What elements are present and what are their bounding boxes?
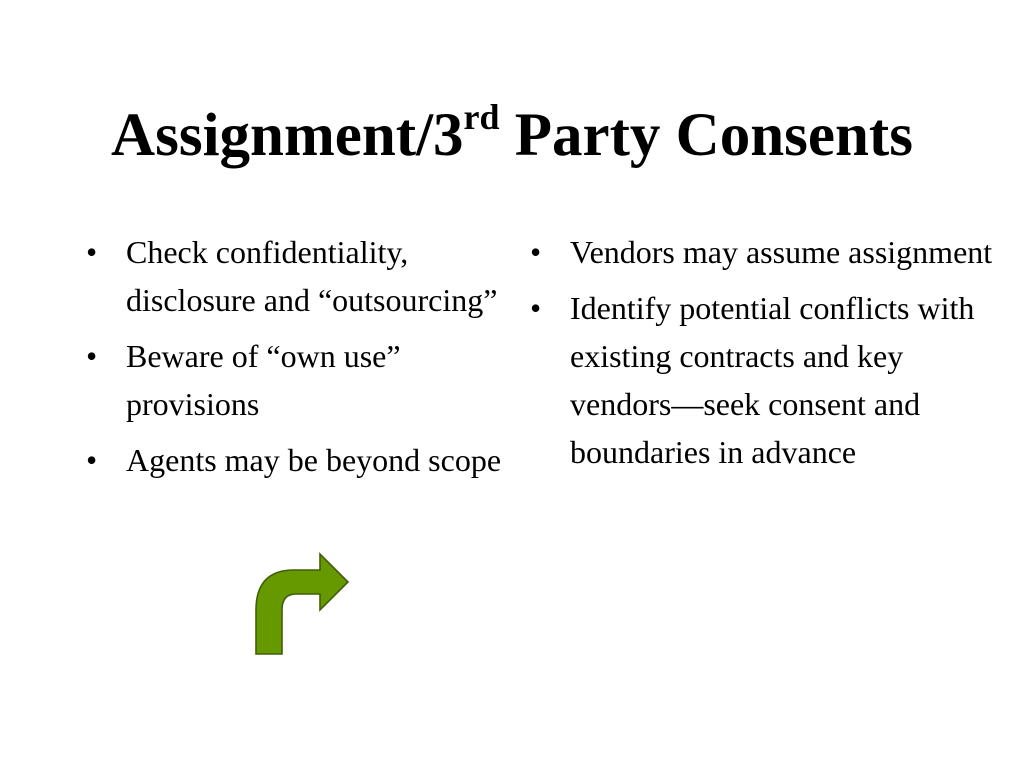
right-bullet-list xyxy=(530,228,1000,484)
bullet-icon: • xyxy=(86,338,98,374)
bullet-item xyxy=(86,228,516,324)
bullet-text: Vendors may assume assignment xyxy=(570,234,993,270)
title-main: Assignment/3 xyxy=(111,102,464,169)
left-bullet-list xyxy=(86,228,516,492)
bullet-item xyxy=(86,332,516,428)
bullet-item xyxy=(530,284,1000,476)
bent-arrow-up-right-icon xyxy=(254,552,350,656)
bullet-icon: • xyxy=(86,234,98,270)
bullet-text: Check confidentiality, disclosure and “outsourcing” xyxy=(126,234,498,318)
title-rest: Party Consents xyxy=(499,102,913,169)
bullet-text: Identify potential conflicts with existing contracts and key vendors—seek consent and boundaries in advance xyxy=(570,290,975,470)
bullet-icon: • xyxy=(86,442,98,478)
bullet-text: Agents may be beyond scope xyxy=(126,442,502,478)
bullet-item xyxy=(86,436,516,484)
bullet-text: Beware of “own use” provisions xyxy=(126,338,401,422)
bullet-icon: • xyxy=(530,290,542,326)
arrow-shape xyxy=(256,554,348,654)
bullet-item xyxy=(530,228,1000,276)
slide-title xyxy=(0,96,1024,176)
title-superscript: rd xyxy=(463,97,500,137)
bullet-icon: • xyxy=(530,234,542,270)
